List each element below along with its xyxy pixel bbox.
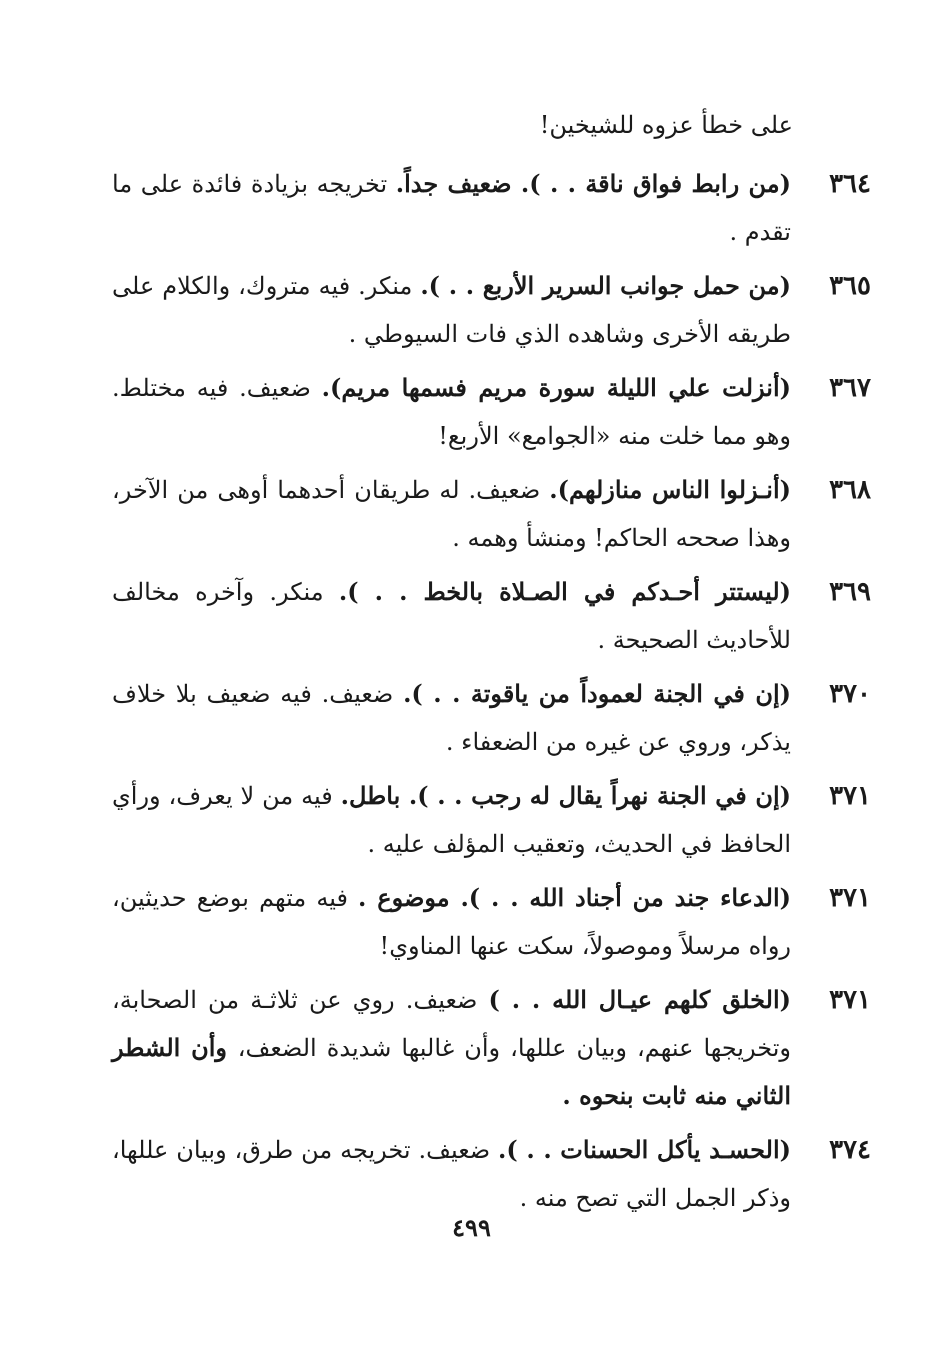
entry-comment: فيه ضعيف بلا خلاف يذكر، وروي عن غيره من الضعفاء . bbox=[112, 680, 791, 756]
entry-number: ٣٦٩ bbox=[829, 577, 871, 607]
entry-body bbox=[112, 976, 791, 1120]
hadith-grade: موضوع . bbox=[358, 883, 461, 912]
entry-comment: تخريجه بزيادة فائدة على ما تقدم . bbox=[112, 170, 791, 246]
hadith-grade: ضعيف جداً. bbox=[395, 169, 521, 198]
hadith-text: (أنزلت علي الليلة سورة مريم فسمها مريم). bbox=[321, 373, 791, 402]
entry-comment: فيه متهم بوضع حديثين، رواه مرسلاً وموصولاً، سكت عنها المناوي! bbox=[112, 884, 791, 960]
hadith-grade: منكر. bbox=[358, 272, 421, 300]
hadith-text: (الدعاء جند من أجناد الله . . ). bbox=[460, 883, 791, 912]
entry-367 bbox=[112, 364, 873, 460]
hadith-text: (إن في الجنة لعموداً من ياقوتة . . ). bbox=[403, 679, 791, 708]
entry-comment: فيه من لا يعرف، ورأي الحافظ في الحديث، وتعقيب المؤلف عليه . bbox=[112, 782, 791, 858]
entry-369 bbox=[112, 568, 873, 664]
hadith-text: (الحسـد يأكل الحسنات . . ). bbox=[498, 1135, 791, 1164]
entry-364 bbox=[112, 160, 873, 256]
entry-comment: فيه متروك، والكلام على طريقه الأخرى وشاهده الذي فات السيوطي . bbox=[112, 272, 791, 348]
hadith-text: (من رابط فواق ناقة . . ). bbox=[520, 169, 792, 198]
entry-comment: فيه مختلط. وهو مما خلت منه «الجوامع» الأربع! bbox=[112, 374, 791, 450]
hadith-grade: ضعيف. bbox=[468, 476, 550, 504]
entry-body bbox=[112, 1126, 791, 1222]
entry-number: ٣٦٨ bbox=[829, 475, 871, 505]
hadith-grade: ضعيف. bbox=[405, 986, 489, 1014]
entry-body bbox=[112, 772, 791, 868]
entry-number: ٣٧٠ bbox=[829, 679, 871, 709]
entry-371-a bbox=[112, 772, 873, 868]
entry-365 bbox=[112, 262, 873, 358]
entry-number: ٣٦٧ bbox=[829, 373, 871, 403]
entries-list bbox=[112, 160, 873, 1228]
entry-comment: روي عن ثلاثـة من الصحابة، وتخريجها عنهم، وبيان عللها، وأن غالبها شديدة الضعف، bbox=[112, 986, 791, 1062]
entry-number: ٣٧١ bbox=[829, 883, 871, 913]
entry-comment: له طريقان أحدهما أوهى من الآخر، وهذا صححه الحاكم! ومنشأ وهمه . bbox=[112, 476, 791, 552]
hadith-text: (ليستتر أحـدكم في الصـلاة بالخط . . ). bbox=[338, 577, 792, 606]
entry-number: ٣٧١ bbox=[829, 985, 871, 1015]
entry-371-b bbox=[112, 874, 873, 970]
hadith-text: (أنـزلوا الناس منازلهم). bbox=[549, 475, 791, 504]
entry-comment-bold: وأن الشطر الثاني منه ثابت بنحوه . bbox=[112, 1033, 791, 1110]
entry-body bbox=[112, 874, 791, 970]
page-number: ٤٩٩ bbox=[452, 1213, 491, 1242]
hadith-text: (الخلق كلهم عيـال الله . . ) bbox=[488, 985, 791, 1014]
entry-374 bbox=[112, 1126, 873, 1222]
entry-body bbox=[112, 670, 791, 766]
hadith-grade: ضعيف. bbox=[418, 1136, 499, 1164]
entry-body bbox=[112, 262, 791, 358]
entry-number: ٣٧٤ bbox=[829, 1135, 871, 1165]
entry-comment: وآخره مخالف للأحاديث الصحيحة . bbox=[112, 578, 791, 654]
entry-number: ٣٦٤ bbox=[829, 169, 871, 199]
entry-body bbox=[112, 364, 791, 460]
entry-number: ٣٦٥ bbox=[829, 271, 871, 301]
entry-number: ٣٧١ bbox=[829, 781, 871, 811]
entry-368 bbox=[112, 466, 873, 562]
entry-body bbox=[112, 160, 791, 256]
hadith-grade: ضعيف. bbox=[239, 374, 322, 402]
entry-body bbox=[112, 568, 791, 664]
hadith-grade: منكر. bbox=[269, 578, 339, 606]
entry-371-c bbox=[112, 976, 873, 1120]
entry-comment: تخريجه من طرق، وبيان عللها، وذكر الجمل التي تصح منه . bbox=[112, 1136, 791, 1212]
hadith-text: (من حمل جوانب السرير الأربع . . ). bbox=[420, 271, 791, 300]
hadith-grade: ضعيف. bbox=[321, 680, 404, 708]
hadith-grade: باطل. bbox=[340, 781, 409, 810]
entry-370 bbox=[112, 670, 873, 766]
entry-body bbox=[112, 466, 791, 562]
hadith-text: (إن في الجنة نهراً يقال له رجب . . ). bbox=[408, 781, 791, 810]
continuation-text: على خطأ عزوه للشيخين! bbox=[539, 111, 793, 139]
